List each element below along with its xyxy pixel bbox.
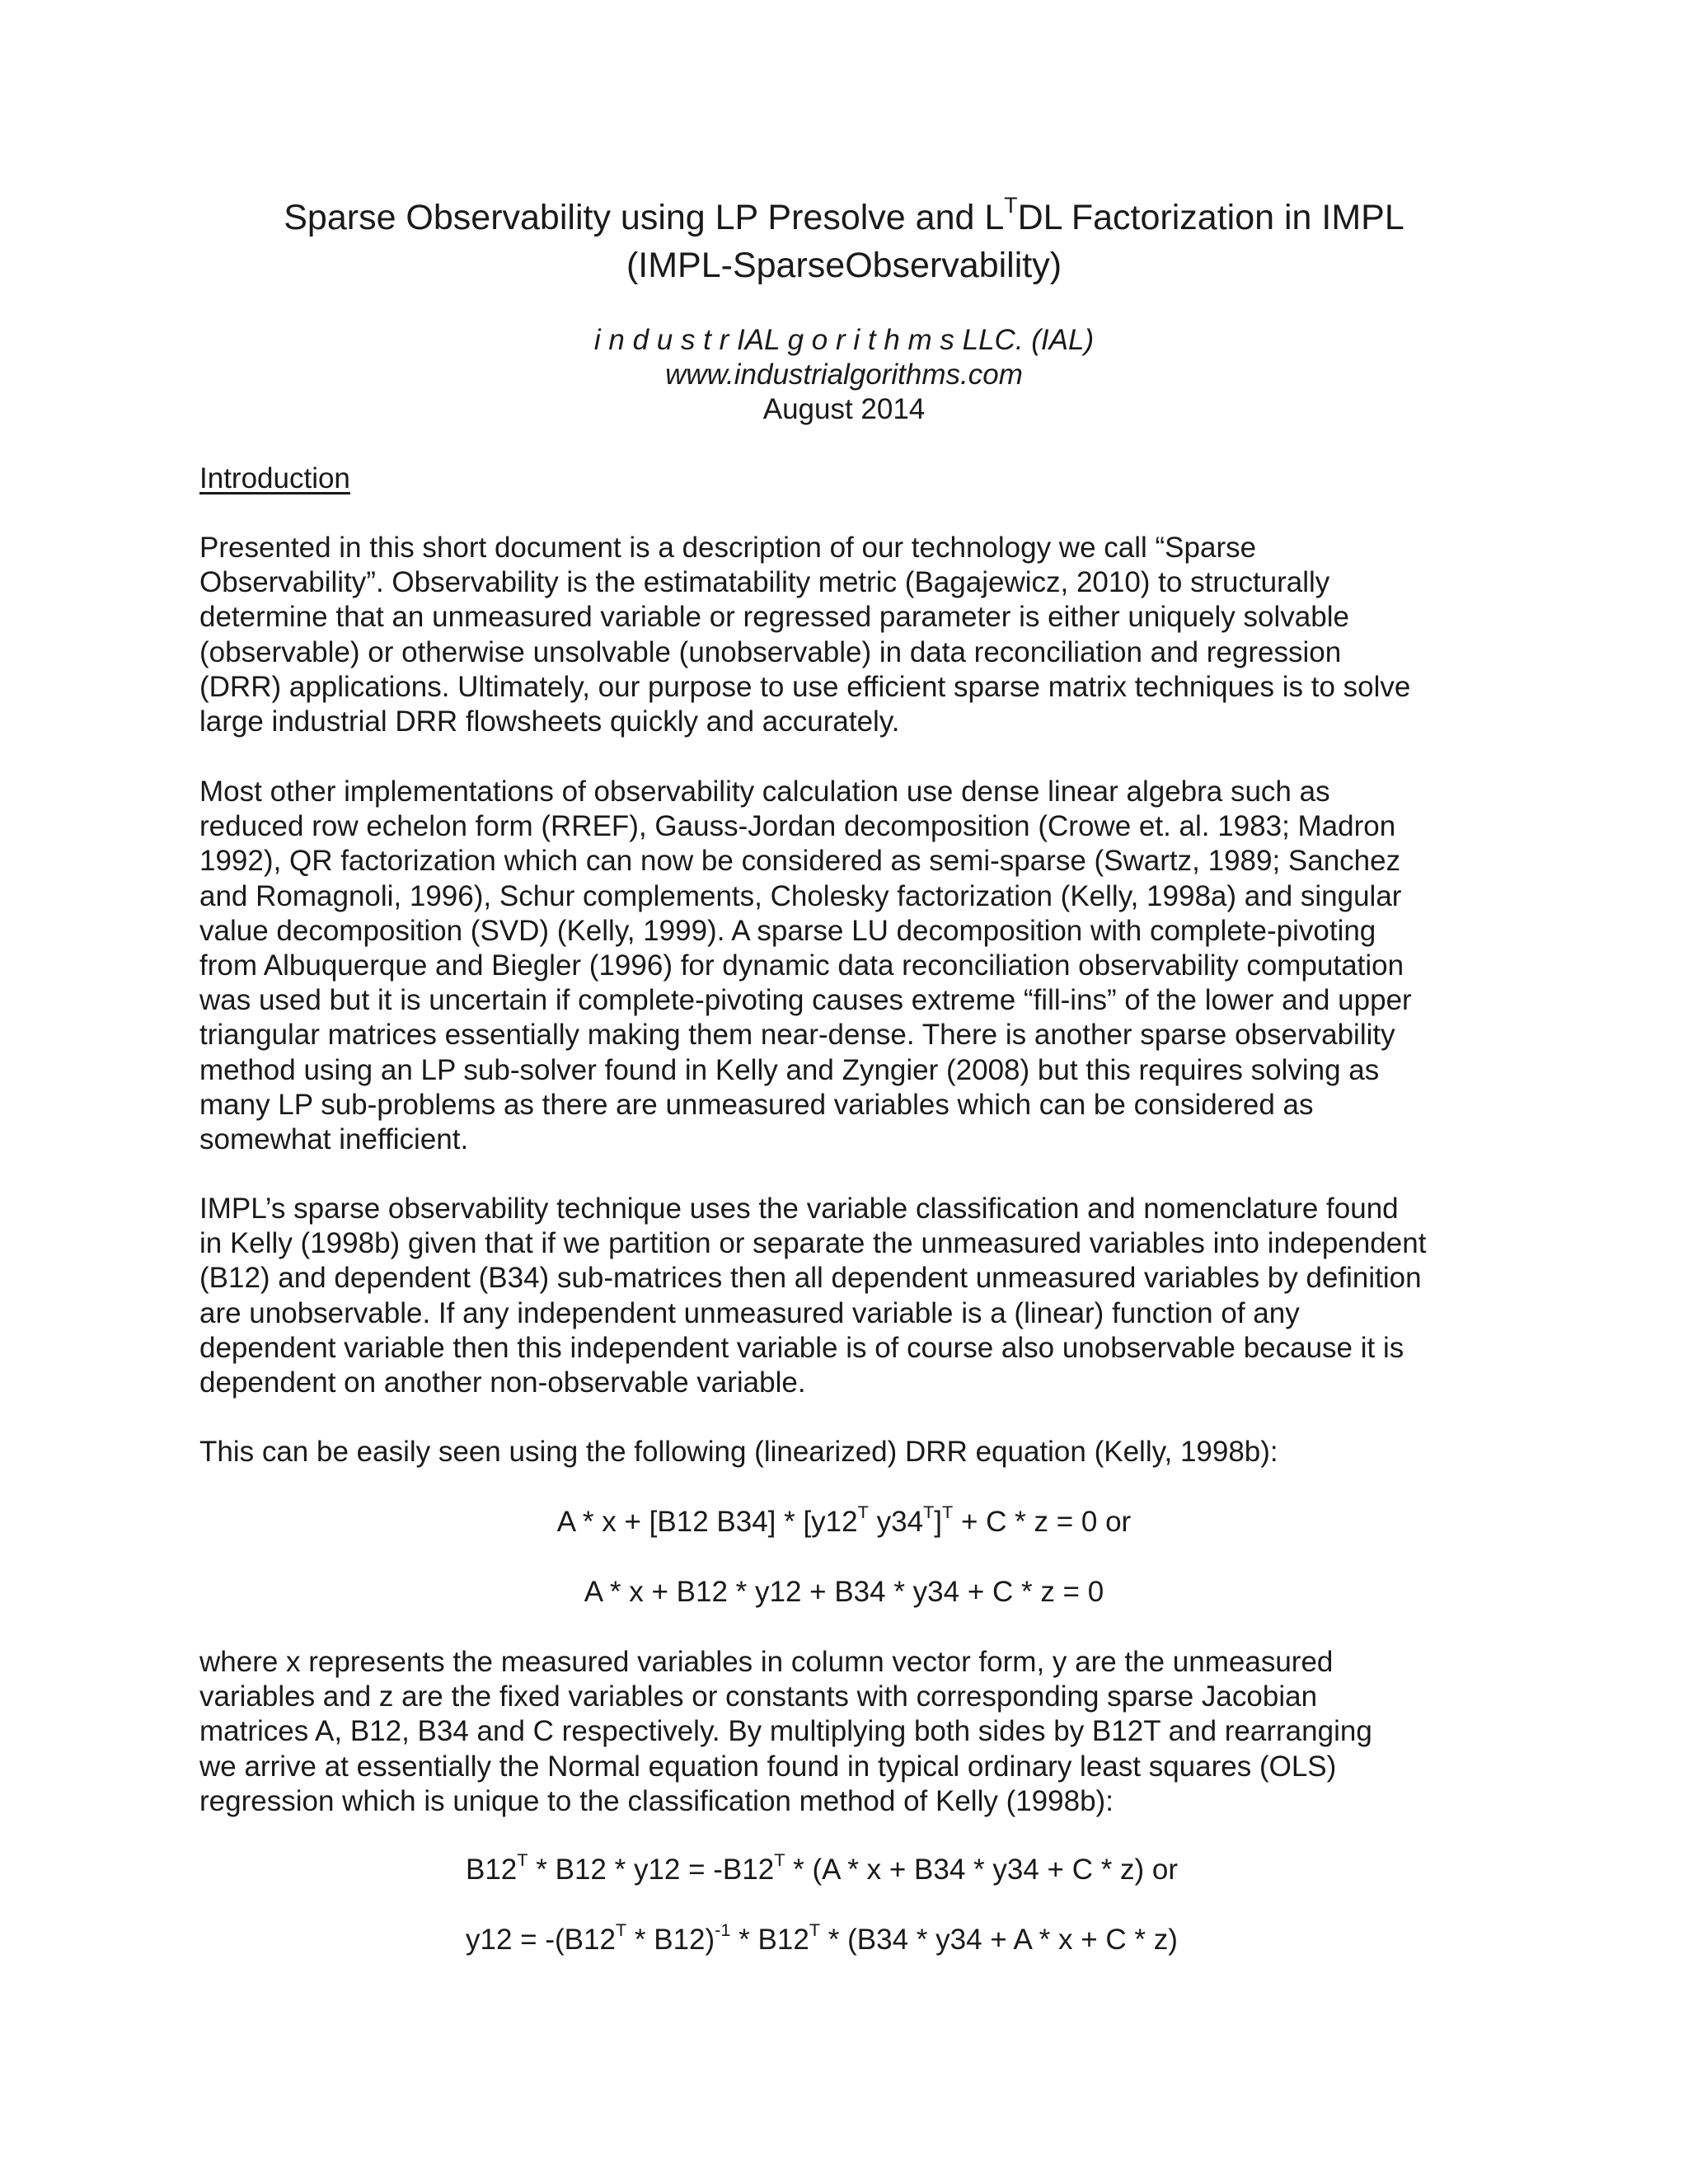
paragraph-line: are unobservable. If any independent unmeasured variable is a (linear) function of any bbox=[199, 1296, 1300, 1329]
title-superscript: T bbox=[1004, 193, 1018, 218]
paragraph-line: somewhat inefficient. bbox=[199, 1123, 469, 1156]
paragraph-line: regression which is unique to the classification method of Kelly (1998b): bbox=[199, 1784, 1114, 1817]
equation-4 bbox=[466, 1919, 1178, 1961]
equation-superscript: T bbox=[942, 1501, 954, 1522]
paragraph-1 bbox=[199, 531, 1502, 739]
paragraph-line: where x represents the measured variables in column vector form, y are the unmeasured bbox=[199, 1646, 1334, 1678]
paragraph-line: value decomposition (SVD) (Kelly, 1999). A sparse LU decomposition with complete-pivoting bbox=[199, 914, 1376, 947]
paragraph-line: method using an LP sub-solver found in Kelly and Zyngier (2008) but this requires solving as bbox=[199, 1053, 1380, 1086]
paragraph-line: we arrive at essentially the Normal equation found in typical ordinary least squares (OLS) bbox=[199, 1750, 1337, 1783]
equation-text: ] bbox=[934, 1506, 943, 1538]
paragraph-line: matrices A, B12, B34 and C respectively. By multiplying both sides by B12T and rearranging bbox=[199, 1715, 1372, 1748]
equation-text: * B12) bbox=[626, 1924, 715, 1956]
equation-2: A * x + B12 * y12 + B34 * y34 + C * z = 0 bbox=[584, 1576, 1104, 1608]
company-name: i n d u s t r IAL g o r i t h m s LLC. (IAL) bbox=[593, 324, 1095, 356]
equation-superscript: -1 bbox=[715, 1919, 731, 1940]
equation-text: B12 bbox=[466, 1854, 518, 1886]
paragraph-line: was used but it is uncertain if complete-pivoting causes extreme “fill-ins” of the lower and upper bbox=[199, 984, 1412, 1017]
title-prefix: Sparse Observability using LP Presolve and L bbox=[284, 198, 1005, 237]
section-heading-introduction: Introduction bbox=[199, 462, 350, 494]
paragraph-line: many LP sub-problems as there are unmeasured variables which can be considered as bbox=[199, 1088, 1314, 1121]
document-title bbox=[0, 194, 1688, 245]
paragraph-line: (B12) and dependent (B34) sub-matrices then all dependent unmeasured variables by definition bbox=[199, 1262, 1422, 1295]
paragraph-line: and Romagnoli, 1996), Schur complements, Cholesky factorization (Kelly, 1998a) and singular bbox=[199, 879, 1402, 912]
paragraph-line: (observable) or otherwise unsolvable (unobservable) in data reconciliation and regression bbox=[199, 635, 1342, 668]
document-date: August 2014 bbox=[762, 393, 926, 425]
paragraph-line: large industrial DRR flowsheets quickly and accurately. bbox=[199, 705, 900, 738]
equation-text: * B12 * y12 = -B12 bbox=[528, 1854, 775, 1886]
paragraph-line: triangular matrices essentially making them near-dense. There is another sparse observability bbox=[199, 1019, 1395, 1052]
paragraph-2 bbox=[199, 775, 1502, 1157]
equation-text: y12 = -(B12 bbox=[466, 1924, 616, 1956]
paragraph-line: variables and z are the fixed variables or constants with corresponding sparse Jacobian bbox=[199, 1680, 1318, 1713]
company-website: www.industrialgorithms.com bbox=[665, 359, 1023, 391]
equation-text: y34 bbox=[868, 1506, 924, 1538]
paragraph-4 bbox=[199, 1435, 1502, 1469]
equation-text: A * x + [B12 B34] * [y12 bbox=[556, 1506, 858, 1538]
equation-text: * B12 bbox=[730, 1924, 809, 1956]
paragraph-line: IMPL’s sparse observability technique uses the variable classification and nomenclature found bbox=[199, 1193, 1399, 1225]
paragraph-line: 1992), QR factorization which can now be considered as semi-sparse (Swartz, 1989; Sanchez bbox=[199, 845, 1401, 878]
equation-superscript: T bbox=[517, 1849, 528, 1870]
document-subtitle: (IMPL-SparseObservability) bbox=[626, 246, 1062, 285]
paragraph-line: in Kelly (1998b) given that if we partition or separate the unmeasured variables into independent bbox=[199, 1227, 1427, 1260]
equation-1 bbox=[0, 1501, 1688, 1543]
paragraph-5 bbox=[199, 1645, 1502, 1819]
equation-superscript: T bbox=[774, 1849, 785, 1870]
paragraph-3 bbox=[199, 1192, 1502, 1400]
paragraph-line: This can be easily seen using the following (linearized) DRR equation (Kelly, 1998b): bbox=[199, 1436, 1278, 1468]
paragraph-line: Most other implementations of observability calculation use dense linear algebra such as bbox=[199, 776, 1330, 808]
paragraph-line: reduced row echelon form (RREF), Gauss-Jordan decomposition (Crowe et. al. 1983; Madron bbox=[199, 810, 1396, 843]
paragraph-line: determine that an unmeasured variable or regressed parameter is either uniquely solvable bbox=[199, 601, 1349, 634]
paragraph-line: Observability”. Observability is the estimatability metric (Bagajewicz, 2010) to structurally bbox=[199, 566, 1330, 599]
equation-text: * (A * x + B34 * y34 + C * z) or bbox=[785, 1854, 1179, 1886]
equation-text: * (B34 * y34 + A * x + C * z) bbox=[820, 1924, 1178, 1956]
paragraph-line: dependent variable then this independent variable is of course also unobservable because it is bbox=[199, 1331, 1404, 1364]
equation-superscript: T bbox=[857, 1501, 869, 1522]
equation-superscript: T bbox=[923, 1501, 935, 1522]
equation-superscript: T bbox=[809, 1919, 821, 1940]
equation-3 bbox=[466, 1849, 1179, 1891]
title-suffix: DL Factorization in IMPL bbox=[1017, 198, 1404, 237]
paragraph-line: (DRR) applications. Ultimately, our purpose to use efficient sparse matrix techniques is to solve bbox=[199, 670, 1411, 703]
paragraph-line: dependent on another non-observable variable. bbox=[199, 1366, 806, 1399]
paragraph-line: from Albuquerque and Biegler (1996) for dynamic data reconciliation observability computation bbox=[199, 949, 1404, 982]
equation-text: + C * z = 0 or bbox=[953, 1506, 1132, 1538]
paragraph-line: Presented in this short document is a description of our technology we call “Sparse bbox=[199, 532, 1257, 564]
equation-superscript: T bbox=[615, 1919, 627, 1940]
